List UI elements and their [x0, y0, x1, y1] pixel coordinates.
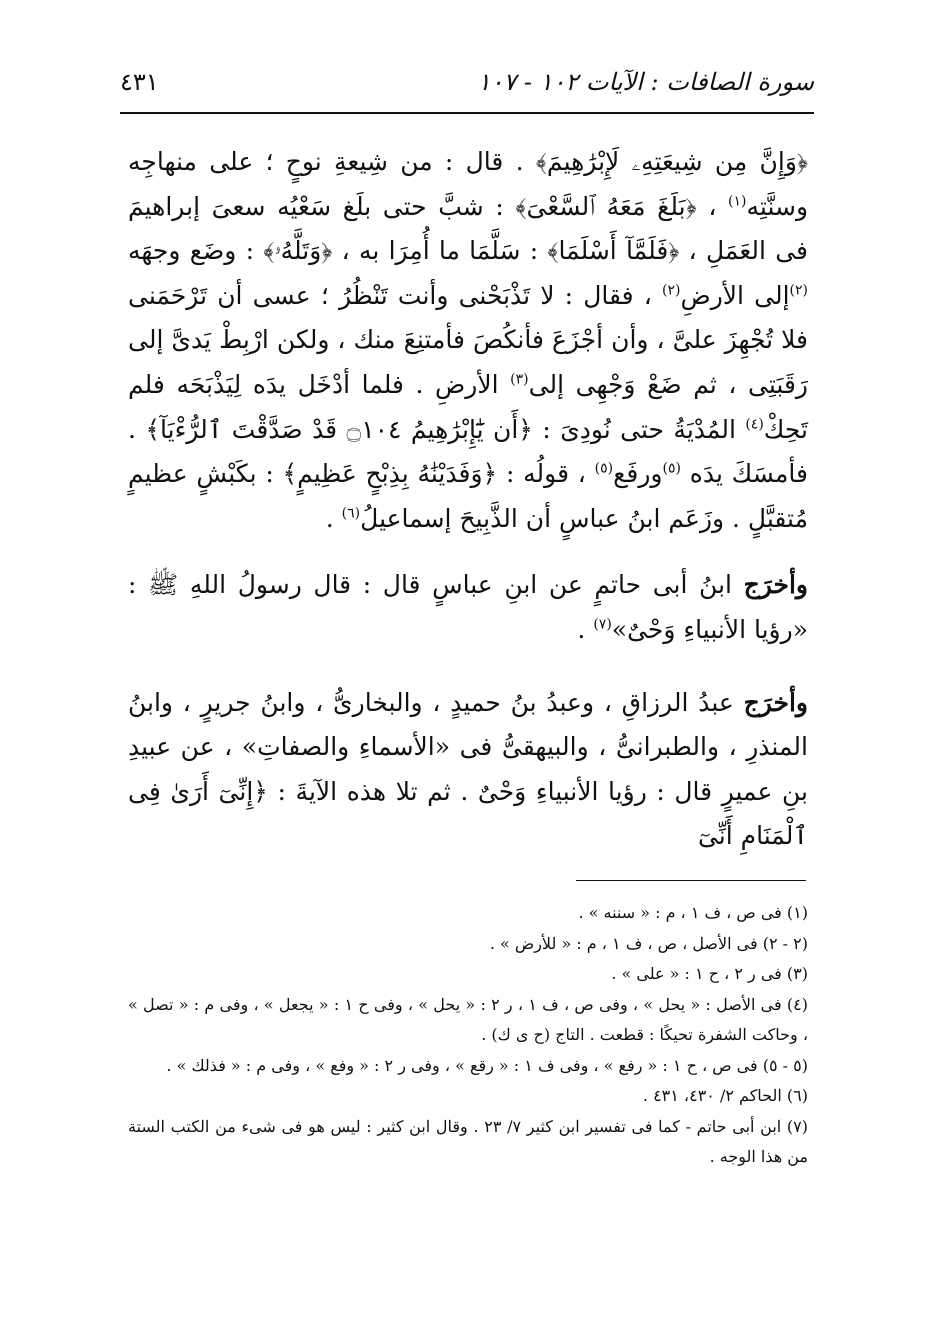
text-span: ، قولُه : [497, 459, 595, 489]
running-header [120, 62, 814, 102]
text-span: . قال : من شِيعةِ نوحٍ ؛ على منهاجِه وسنَّتِه [128, 147, 809, 221]
text-span: : سَلَّمَا ما أُمِرَا به ، [332, 236, 548, 266]
footnote-rule [576, 880, 806, 881]
text-span: . [577, 614, 594, 644]
quran-quote: ﴿وَفَدَيْنَٰهُ بِذِبْحٍ عَظِيمٍ﴾ [282, 459, 498, 489]
footnote-marker: (٢) [662, 282, 681, 299]
text-span: . فأمسَكَ يدَه [128, 414, 809, 489]
paragraph-2 [128, 563, 808, 652]
paragraph-lead: وأخرَج [743, 570, 808, 600]
text-span: : وضَع وجهَه [128, 236, 264, 266]
paragraph-lead: وأخرَج [743, 687, 808, 717]
text-span: ، [696, 191, 729, 221]
running-title: سورة الصافات : الآيات ١٠٢ - ١٠٧ [477, 68, 814, 96]
footnote-marker: (٥) [594, 460, 614, 477]
text-span: . [325, 503, 342, 533]
main-text [128, 140, 808, 859]
footnote: (٥ - ٥) فى ص ، ح ١ : « رفع » ، وفى ف ١ : « رقع » ، وفى ر ٢ : « وفع » ، وفى م : « فذلك » . [166, 1055, 808, 1075]
footnote-marker: (١) [728, 193, 747, 210]
paragraph-1 [128, 140, 808, 541]
footnote-marker: (٣) [510, 371, 529, 388]
footnote-marker: (٧) [593, 616, 612, 633]
quran-quote: ﴿فَلَمَّآ أَسْلَمَا﴾ [547, 236, 680, 266]
text-span: : شبَّ حتى بلَغ سَعْيُه سعىَ إبراهيمَ فى العَمَلِ ، [128, 191, 809, 266]
text-span: ابنُ أبى حاتمٍ عن ابنِ عباسٍ قال : قال رسولُ اللهِ ﷺ : «رؤيا الأنبياءِ وَحْىٌ» [128, 570, 808, 644]
footnote: (٧) ابن أبى حاتم - كما فى تفسير ابن كثير ٧/ ٢٣ . وقال ابن كثير : ليس هو فى شىء من الكتب الستة من هذا الوجه . [128, 1116, 809, 1166]
header-rule [120, 112, 814, 114]
quran-quote: ﴿أَن يَٰٓإِبْرَٰهِيمُ ۝١٠٤ قَدْ صَدَّقْتَ ٱلرُّءْيَآ﴾ [145, 414, 533, 444]
paragraph-3 [128, 681, 808, 859]
footnote: (٢ - ٢) فى الأصل ، ص ، ف ١ ، م : « للأرض » . [489, 933, 808, 953]
footnotes [128, 898, 808, 1173]
footnote: (٣) فى ر ٢ ، ح ١ : « على » . [611, 964, 808, 983]
footnote-marker: (٥) [662, 460, 681, 477]
footnote: (٦) الحاكم ٢/ ٤٣٠، ٤٣١ . [642, 1086, 808, 1105]
footnote: (٤) فى الأصل : « يحل » ، وفى ص ، ف ١ ، ر ٢ : « يحل » ، وفى ح ١ : « يجعل » ، وفى م : « تصل » ، وحاكت الشفرة تحيكًا : قطعت . التاج (ح ى ك) . [128, 994, 808, 1044]
footnote-marker: (٦) [341, 505, 361, 522]
text-span: عبدُ الرزاقِ ، وعبدُ بنُ حميدٍ ، والبخارىُّ ، وابنُ جريرٍ ، وابنُ المنذرِ ، والطبرانىُّ ، والبيهقىُّ فى «الأسماءِ والصفاتِ» ، عن عبيدِ بنِ عميرٍ قال : رؤيا الأنبياءِ وَحْىٌ . ثم تلا هذه الآيةَ : [128, 687, 808, 806]
quran-quote: ﴿بَلَغَ مَعَهُ ٱلسَّعْىَ﴾ [515, 191, 697, 221]
text-span: : بكَبْشٍ عظيمٍ مُتقبَّلٍ . وزَعَم ابنُ عباسٍ أن الذَّبِيحَ إسماعيلُ [128, 459, 808, 533]
footnote-marker: (٤) [745, 416, 764, 433]
quran-quote: ﴿وَتَلَّهُۥ﴾ [263, 236, 333, 266]
text-span: الأرضِ . فلما أدْخَل يدَه لِيَذْبَحَه فلم تَحِكْ [128, 369, 808, 444]
quran-quote: ﴿وَإِنَّ مِن شِيعَتِهِۦ لَإِبْرَٰهِيمَ﴾ [535, 147, 809, 176]
text-span: إلى الأرضِ [680, 280, 790, 310]
text-span: المُدْيَةُ حتى نُودِىَ : [532, 414, 746, 444]
page-number: ٤٣١ [120, 68, 159, 96]
text-span: ، فقال : لا تَذْبَحْنى وأنت تَنْظُرُ ؛ عسى أن تَرْحَمَنى فلا تُجْهِزَ علىَّ ، وأن أجْزَعَ فأنكُصَ فأمتنِعَ منك ، ولكن ارْبِطْ يَدىَّ إلى رَقَبَتِى ، ثم ضَعْ وَجْهِى إلى [128, 280, 808, 399]
quran-quote: ﴿إِنِّىٓ أَرَىٰ فِى ٱلْمَنَامِ أَنِّىٓ [128, 776, 808, 851]
footnote: (١) فى ص ، ف ١ ، م : « سننه » . [578, 903, 808, 922]
text-span: ورفَع [613, 459, 663, 489]
footnote-marker: (٢) [789, 282, 808, 299]
